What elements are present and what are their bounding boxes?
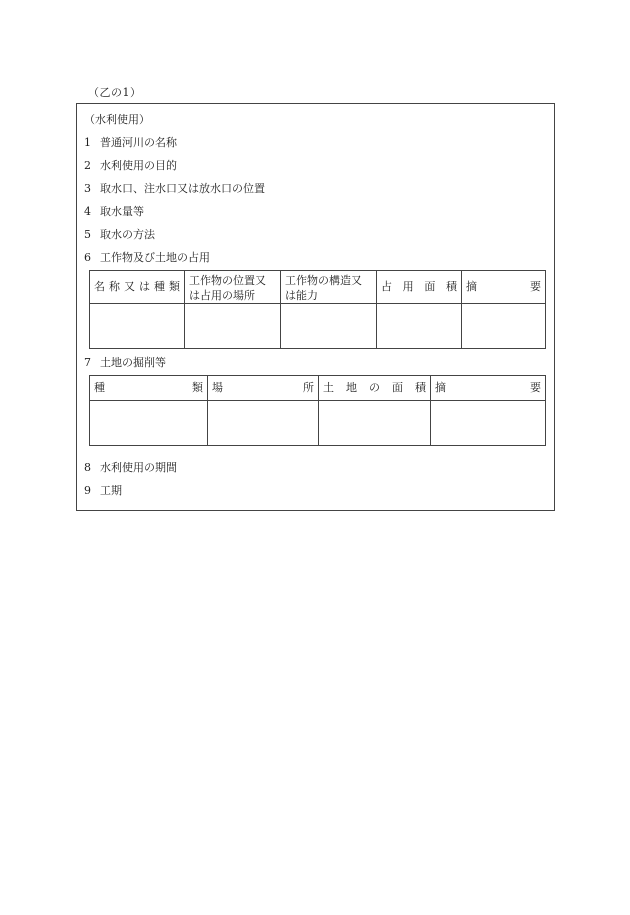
occupancy-cell-area[interactable] — [377, 304, 462, 349]
item-1-number: 1 — [84, 136, 91, 149]
occupancy-header-remarks: 摘要 — [462, 271, 546, 304]
item-4 — [84, 203, 144, 219]
item-9 — [84, 482, 122, 498]
item-7-number: 7 — [84, 356, 91, 369]
item-6-label: 工作物及び土地の占用 — [100, 251, 210, 264]
occupancy-table — [89, 270, 546, 349]
excavation-cell-type[interactable] — [90, 401, 208, 446]
item-5 — [84, 226, 155, 242]
item-1 — [84, 134, 177, 150]
occupancy-header-structure: 工作物の構造又は能力 — [281, 271, 377, 304]
occupancy-header-area: 占用面積 — [377, 271, 462, 304]
item-8 — [84, 459, 177, 475]
item-1-label: 普通河川の名称 — [100, 136, 177, 149]
item-3-number: 3 — [84, 182, 91, 195]
excavation-header-area: 土地の面積 — [319, 376, 431, 401]
item-9-number: 9 — [84, 484, 91, 497]
item-2-number: 2 — [84, 159, 91, 172]
excavation-header-remarks: 摘要 — [431, 376, 546, 401]
item-3-label: 取水口、注水口又は放水口の位置 — [100, 182, 265, 195]
excavation-header-location: 場所 — [208, 376, 319, 401]
excavation-header-row — [90, 376, 546, 401]
item-9-label: 工期 — [100, 484, 122, 497]
form-frame — [76, 103, 555, 511]
item-5-label: 取水の方法 — [100, 228, 155, 241]
occupancy-entry-row — [90, 304, 546, 349]
item-2 — [84, 157, 177, 173]
excavation-header-type: 種類 — [90, 376, 208, 401]
item-8-number: 8 — [84, 461, 91, 474]
occupancy-cell-location[interactable] — [185, 304, 281, 349]
occupancy-header-name-type: 名称又は種類 — [90, 271, 185, 304]
occupancy-header-row — [90, 271, 546, 304]
occupancy-header-location: 工作物の位置又は占用の場所 — [185, 271, 281, 304]
occupancy-cell-name-type[interactable] — [90, 304, 185, 349]
excavation-entry-row — [90, 401, 546, 446]
excavation-table — [89, 375, 546, 446]
excavation-cell-area[interactable] — [319, 401, 431, 446]
occupancy-cell-structure[interactable] — [281, 304, 377, 349]
item-7 — [84, 354, 166, 370]
excavation-cell-location[interactable] — [208, 401, 319, 446]
item-6-number: 6 — [84, 251, 91, 264]
item-3 — [84, 180, 265, 196]
item-5-number: 5 — [84, 228, 91, 241]
section-title: （水利使用） — [84, 113, 150, 126]
item-4-number: 4 — [84, 205, 91, 218]
excavation-cell-remarks[interactable] — [431, 401, 546, 446]
form-label: （乙の1） — [88, 86, 142, 99]
item-4-label: 取水量等 — [100, 205, 144, 218]
item-8-label: 水利使用の期間 — [100, 461, 177, 474]
item-7-label: 土地の掘削等 — [100, 356, 166, 369]
item-2-label: 水利使用の目的 — [100, 159, 177, 172]
occupancy-cell-remarks[interactable] — [462, 304, 546, 349]
item-6 — [84, 249, 210, 265]
